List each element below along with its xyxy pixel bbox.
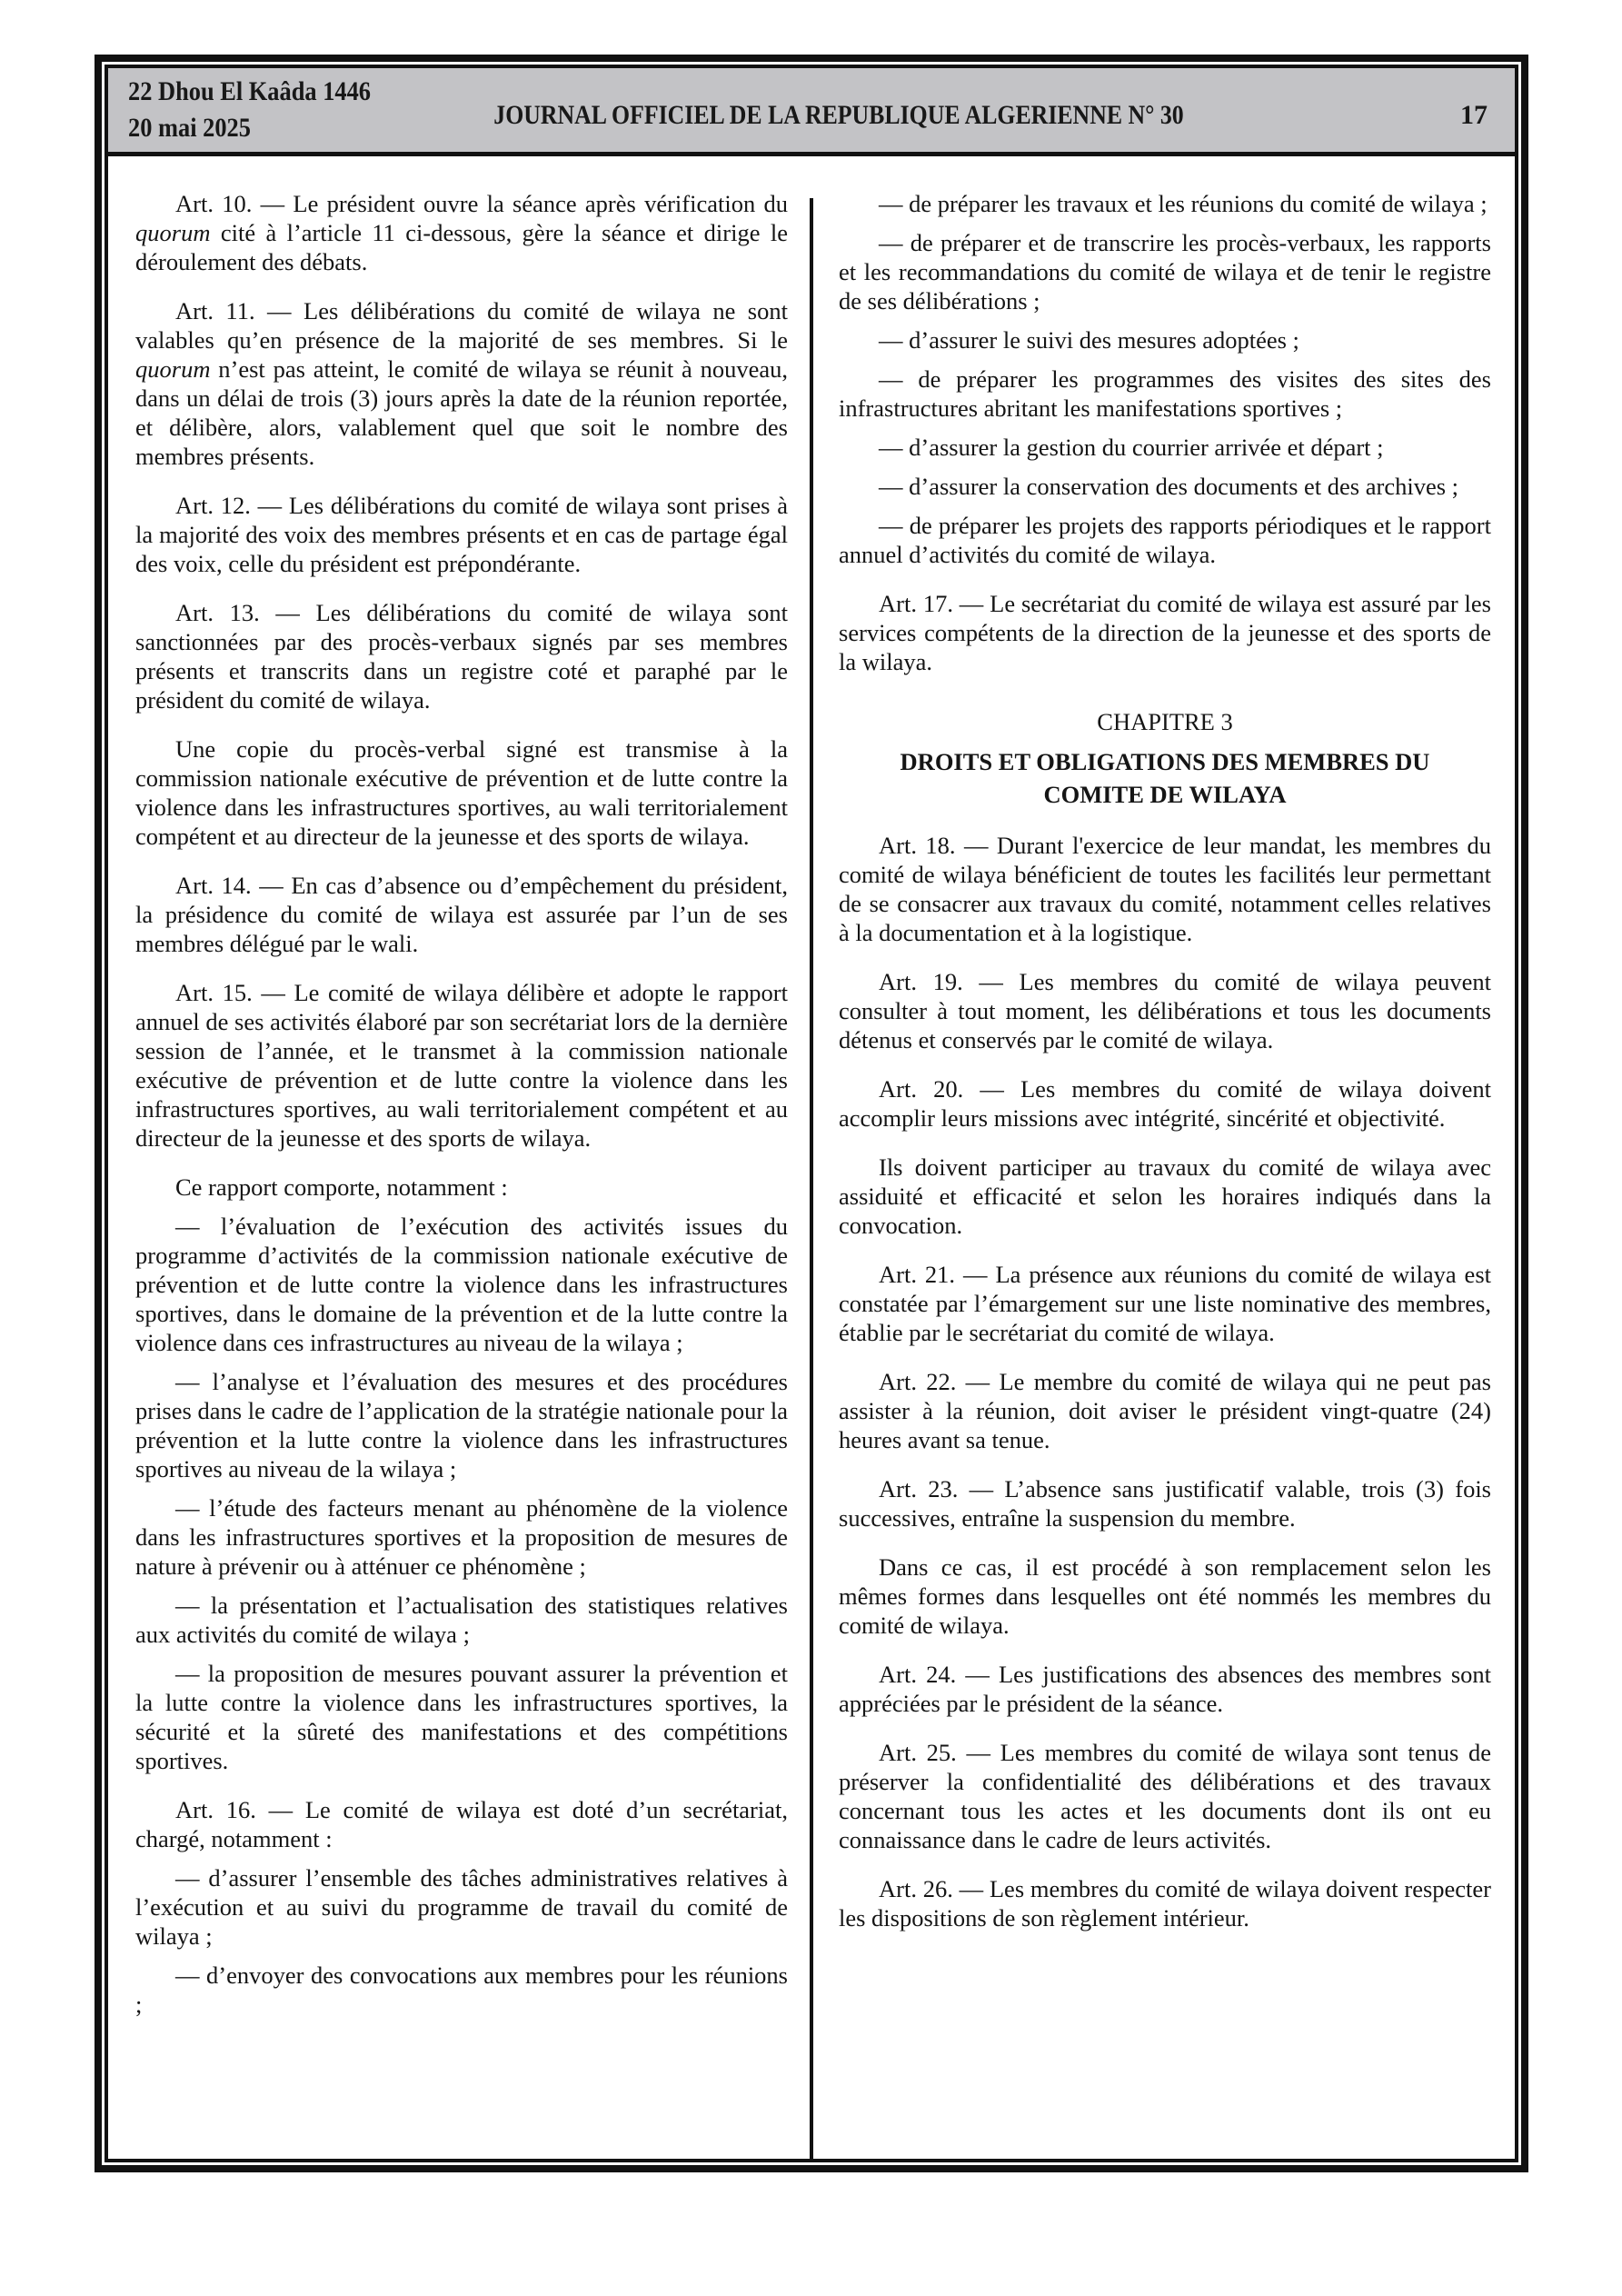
- paragraph: Dans ce cas, il est procédé à son remplacement selon les mêmes formes dans lesquelles ont été nommés les membres du comité de wilaya.: [839, 1553, 1491, 1639]
- bullet-item: — de préparer les travaux et les réunions du comité de wilaya ;: [879, 190, 1488, 217]
- chapter-title: DROITS ET OBLIGATIONS DES MEMBRES DU COMITE DE WILAYA: [900, 748, 1430, 808]
- page-frame-outer: [95, 55, 1528, 2172]
- paragraph: Art. 26. — Les membres du comité de wilaya doivent respecter les dispositions de son règlement intérieur.: [839, 1875, 1491, 1932]
- bullet-item: — d’assurer le suivi des mesures adoptées ;: [879, 326, 1299, 354]
- page-header: [108, 68, 1515, 156]
- bullet-item: — de préparer et de transcrire les procès-verbaux, les rapports et les recommandations du comité de wilaya et de tenir le registre de ses délibérations ;: [839, 229, 1491, 314]
- paragraph: Ce rapport comporte, notamment :: [175, 1173, 508, 1201]
- paragraph: Art. 23. — L’absence sans justificatif valable, trois (3) fois successives, entraîne la suspension du membre.: [839, 1475, 1491, 1532]
- bullet-item: — d’envoyer des convocations aux membres pour les réunions ;: [135, 1962, 788, 2018]
- right-column: [811, 189, 1515, 2159]
- paragraph: Art. 14. — En cas d’absence ou d’empêchement du président, la présidence du comité de wilaya est assurée par l’un de ses membres délégué par le wali.: [135, 872, 788, 957]
- paragraph: Ils doivent participer au travaux du comité de wilaya avec assiduité et efficacité et selon les horaires indiqués dans la convocation.: [839, 1153, 1491, 1239]
- header-date-gregorian: 20 mai 2025: [128, 113, 251, 143]
- bullet-item: — d’assurer la conservation des documents et des archives ;: [879, 473, 1459, 500]
- paragraph: Art. 13. — Les délibérations du comité de wilaya sont sanctionnées par des procès-verbaux signés par ses membres présents et transcrits dans un registre coté et paraphé par le président du comité de wilaya.: [135, 599, 788, 714]
- paragraph: Art. 22. — Le membre du comité de wilaya qui ne peut pas assister à la réunion, doit aviser le président vingt-quatre (24) heures avant sa tenue.: [839, 1368, 1491, 1453]
- column-divider: [810, 198, 813, 2159]
- paragraph: Art. 20. — Les membres du comité de wilaya doivent accomplir leurs missions avec intégrité, sincérité et objectivité.: [839, 1075, 1491, 1132]
- bullet-item: — d’assurer la gestion du courrier arrivée et départ ;: [879, 434, 1384, 461]
- paragraph: Art. 19. — Les membres du comité de wilaya peuvent consulter à tout moment, les délibérations et tous les documents détenus et conservés par le comité de wilaya.: [839, 968, 1491, 1053]
- left-column: [108, 189, 811, 2159]
- page-number: 17: [1460, 100, 1488, 130]
- page-frame-inner: [104, 65, 1518, 2162]
- bullet-item: — l’évaluation de l’exécution des activités issues du programme d’activités de la commission nationale exécutive de prévention et de lutte contre la violence dans les infrastructures sportives, dans le domaine de la prévention et de la lutte contre la violence dans ces infrastructures au niveau de la wilaya ;: [135, 1213, 788, 1356]
- paragraph: Art. 25. — Les membres du comité de wilaya sont tenus de préserver la confidentialité des délibérations et des travaux concernant tous les actes et les documents dont ils ont eu connaissance dans le cadre de leurs activités.: [839, 1739, 1491, 1853]
- paragraph: Art. 18. — Durant l'exercice de leur mandat, les membres du comité de wilaya bénéficient de toutes les facilités leur permettant de se consacrer aux travaux du comité, notamment celles relatives à la documentation et à la logistique.: [839, 832, 1491, 946]
- paragraph: Art. 24. — Les justifications des absences des membres sont appréciées par le président de la séance.: [839, 1661, 1491, 1717]
- bullet-item: — l’étude des facteurs menant au phénomène de la violence dans les infrastructures sportives et la proposition de mesures de nature à prévenir ou à atténuer ce phénomène ;: [135, 1494, 788, 1580]
- bullet-item: — d’assurer l’ensemble des tâches administratives relatives à l’exécution et au suivi du programme de travail du comité de wilaya ;: [135, 1864, 788, 1950]
- journal-title: JOURNAL OFFICIEL DE LA REPUBLIQUE ALGERIENNE N° 30: [493, 100, 1184, 130]
- bullet-item: — l’analyse et l’évaluation des mesures et des procédures prises dans le cadre de l’application de la stratégie nationale pour la prévention et la lutte contre la violence dans les infrastructures sportives au niveau de la wilaya ;: [135, 1368, 788, 1482]
- paragraph: Art. 11. — Les délibérations du comité de wilaya ne sont valables qu’en présence de la majorité de ses membres. Si le quorum n’est pas atteint, le comité de wilaya se réunit à nouveau, dans un délai de trois (3) jours après la date de la réunion reportée, et délibère, alors, valablement quel que soit le nombre des membres présents.: [135, 297, 788, 470]
- paragraph: Art. 10. — Le président ouvre la séance après vérification du quorum cité à l’article 11 ci-dessous, gère la séance et dirige le déroulement des débats.: [135, 190, 788, 275]
- paragraph: Art. 16. — Le comité de wilaya est doté d’un secrétariat, chargé, notamment :: [135, 1796, 788, 1852]
- paragraph: Art. 21. — La présence aux réunions du comité de wilaya est constatée par l’émargement sur une liste nominative des membres, établie par le secrétariat du comité de wilaya.: [839, 1261, 1491, 1346]
- paragraph: Art. 12. — Les délibérations du comité de wilaya sont prises à la majorité des voix des membres présents et en cas de partage égal des voix, celle du président est prépondérante.: [135, 492, 788, 577]
- bullet-item: — la présentation et l’actualisation des statistiques relatives aux activités du comité de wilaya ;: [135, 1592, 788, 1648]
- bullet-item: — de préparer les programmes des visites des sites des infrastructures abritant les manifestations sportives ;: [839, 365, 1491, 422]
- header-date-hijri: 22 Dhou El Kaâda 1446: [128, 76, 371, 106]
- bullet-item: — de préparer les projets des rapports périodiques et le rapport annuel d’activités du comité de wilaya.: [839, 512, 1491, 568]
- header-dates: [128, 74, 371, 146]
- paragraph: Art. 17. — Le secrétariat du comité de wilaya est assuré par les services compétents de la direction de la jeunesse et des sports de la wilaya.: [839, 590, 1491, 675]
- paragraph: Une copie du procès-verbal signé est transmise à la commission nationale exécutive de prévention et de lutte contre la violence dans les infrastructures sportives, au wali territorialement compétent et au directeur de la jeunesse et des sports de wilaya.: [135, 735, 788, 850]
- chapter-number: CHAPITRE 3: [1097, 708, 1233, 735]
- text-columns: [108, 156, 1515, 2159]
- bullet-item: — la proposition de mesures pouvant assurer la prévention et la lutte contre la violence dans les infrastructures sportives, la sécurité et la sûreté des manifestations et des compétitions sportives.: [135, 1660, 788, 1774]
- paragraph: Art. 15. — Le comité de wilaya délibère et adopte le rapport annuel de ses activités élaboré par son secrétariat lors de la dernière session de l’année, et le transmet à la commission nationale exécutive de prévention et de lutte contre la violence dans les infrastructures sportives, au wali territorialement compétent et au directeur de la jeunesse et des sports de wilaya.: [135, 979, 788, 1152]
